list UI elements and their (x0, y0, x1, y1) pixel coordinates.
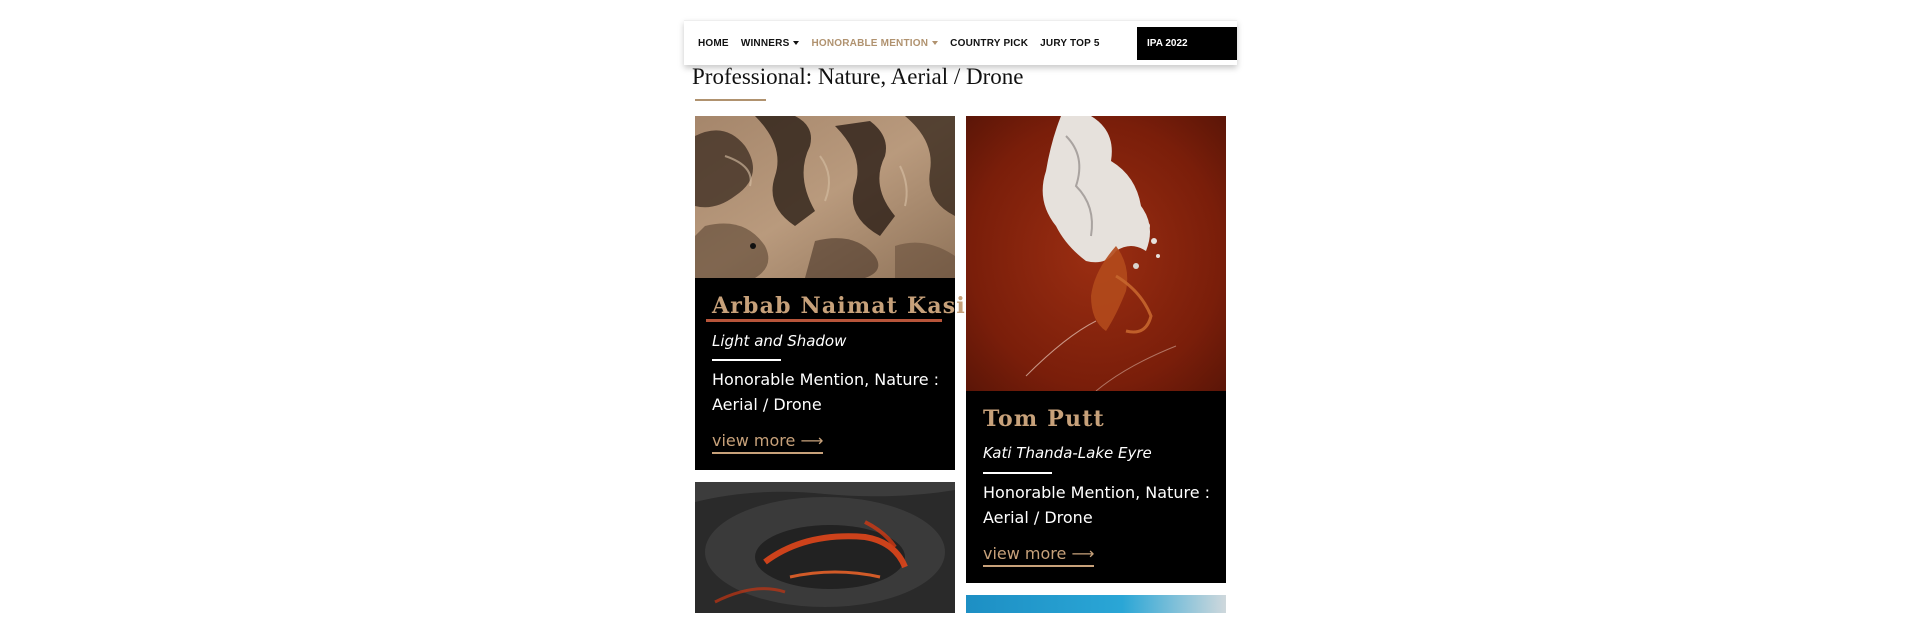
nav-honorable-mention-label: HONORABLE MENTION (811, 37, 929, 49)
entry-card (966, 595, 1226, 613)
entry-card-body (966, 391, 1226, 583)
caret-down-icon (793, 41, 799, 45)
work-underline (983, 472, 1052, 474)
work-underline (712, 359, 781, 361)
volcano-photo (695, 482, 955, 613)
top-navbar (684, 20, 1237, 65)
entry-card (695, 116, 966, 470)
entry-photo-link[interactable] (695, 116, 955, 278)
year-selector-label: IPA 2022 (1147, 38, 1188, 49)
work-title: Kati Thanda-Lake Eyre (983, 444, 1152, 462)
caret-down-icon (932, 41, 938, 45)
nav-jury-top-5-label: JURY TOP 5 (1040, 37, 1100, 49)
page (684, 0, 1237, 634)
work-title: Light and Shadow (712, 332, 847, 350)
award-text: Honorable Mention, Nature : Aerial / Drone (983, 483, 1211, 527)
page-title: Professional: Nature, Aerial / Drone (692, 64, 1024, 89)
nav-home-label: HOME (698, 37, 729, 49)
entry-photo-link[interactable] (695, 482, 955, 613)
ocean-photo (966, 595, 1226, 613)
view-more-link[interactable]: view more ⟶ (712, 431, 823, 454)
artist-underline (706, 319, 942, 322)
desert-mountains-photo (695, 116, 955, 278)
title-underline (695, 99, 766, 101)
entry-card (966, 116, 1226, 583)
entry-photo-link[interactable] (966, 116, 1226, 391)
nav-jury-top-5[interactable] (1040, 38, 1099, 49)
artist-name-link[interactable]: Arbab Naimat Kasi (712, 293, 966, 319)
nav-list (698, 21, 1100, 65)
view-more-link[interactable]: view more ⟶ (983, 544, 1094, 567)
salt-lake-photo (966, 116, 1226, 391)
year-selector-button[interactable] (1137, 27, 1237, 60)
artist-name-link[interactable]: Tom Putt (983, 406, 1105, 432)
nav-winners-label: WINNERS (740, 37, 790, 49)
award-text: Honorable Mention, Nature : Aerial / Drone (712, 370, 940, 414)
entry-photo-link[interactable] (966, 595, 1226, 613)
entry-card (695, 482, 955, 613)
nav-country-pick[interactable] (950, 38, 1028, 49)
nav-honorable-mention[interactable] (811, 38, 938, 49)
nav-country-pick-label: COUNTRY PICK (950, 37, 1029, 49)
nav-home[interactable] (698, 38, 729, 49)
entry-card-body (695, 278, 966, 470)
nav-winners[interactable] (741, 38, 800, 49)
